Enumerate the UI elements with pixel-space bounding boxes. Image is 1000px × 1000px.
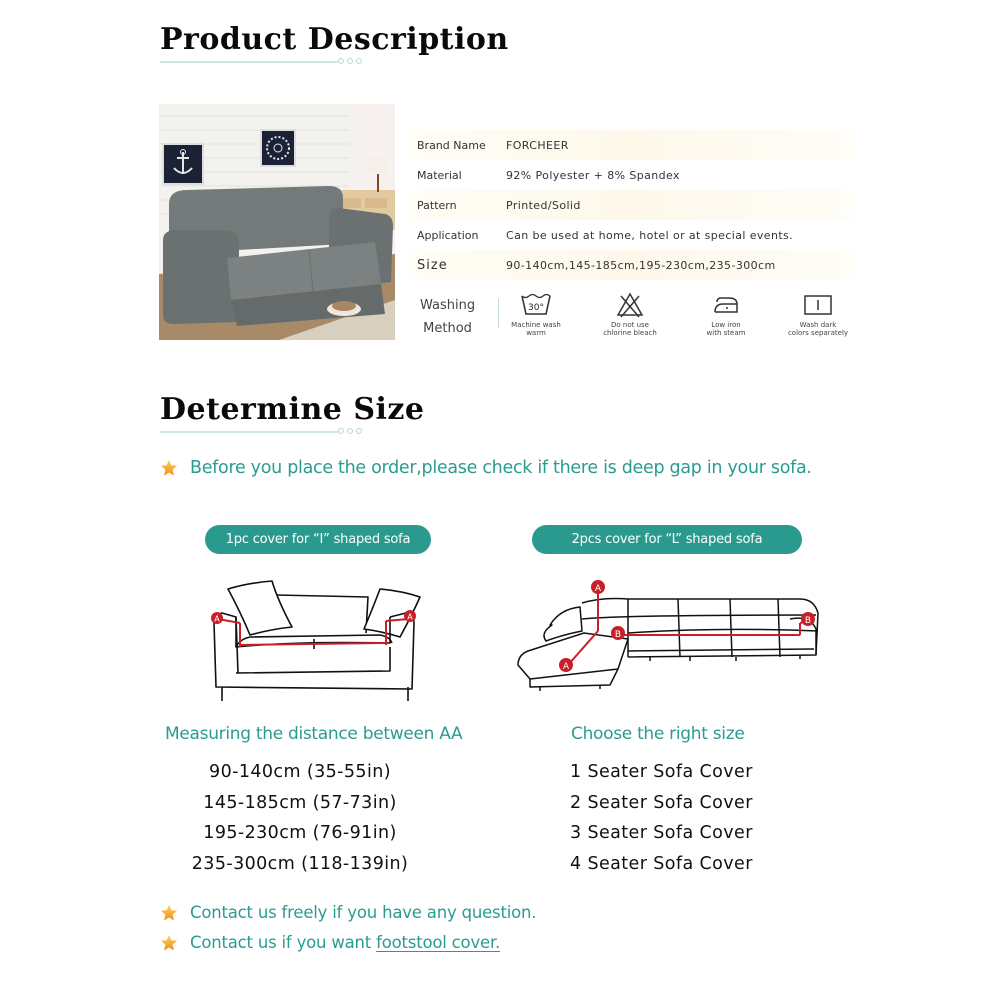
measure-size-item: 145-185cm (57-73in) [203, 792, 397, 813]
wash-item-bleach [590, 290, 670, 337]
svg-text:A: A [562, 662, 570, 672]
marker-b-right [801, 612, 815, 626]
caption-line: chlorine bleach [603, 329, 657, 337]
caption-line: Do not use [611, 321, 649, 329]
choose-size-item: 3 Seater Sofa Cover [570, 823, 753, 843]
caption-line: Low iron [711, 321, 741, 329]
wash-caption [778, 321, 858, 337]
choose-title: Choose the right size [571, 724, 745, 744]
measure-size-item: 90-140cm (35-55in) [209, 762, 391, 782]
low-iron-icon [711, 290, 741, 320]
washing-method [410, 290, 860, 346]
spec-label: Size [417, 257, 448, 273]
star-icon [160, 934, 178, 952]
i-shape-sofa-diagram [200, 575, 430, 705]
svg-text:A: A [214, 614, 220, 624]
choose-size-item: 1 Seater Sofa Cover [570, 762, 753, 782]
spec-label: Application [417, 228, 479, 242]
choose-size-item: 4 Seater Sofa Cover [570, 853, 753, 874]
svg-text:A: A [407, 612, 413, 622]
caption-line: Wash dark [799, 321, 837, 329]
marker-a-bottom [559, 658, 573, 672]
spec-value: FORCHEER [506, 138, 569, 152]
marker-b-left [611, 626, 625, 640]
wash-item-separate [778, 290, 858, 337]
spec-value: 92% Polyester + 8% Spandex [506, 168, 680, 182]
no-bleach-icon [615, 290, 645, 320]
footstool-cover-link[interactable]: footstool cover. [376, 933, 501, 952]
wash-caption [590, 321, 670, 337]
svg-text:B: B [804, 616, 812, 626]
sofa-photo-illustration [159, 104, 395, 340]
l-shape-sofa-diagram [510, 575, 820, 695]
washing-method-label [420, 294, 475, 340]
caption-line: Machine wash [511, 321, 561, 329]
spec-row-application [410, 220, 854, 250]
marker-a-left [211, 612, 223, 624]
choose-size-list [570, 757, 753, 879]
heading-underline [160, 428, 370, 436]
svg-text:B: B [614, 630, 622, 640]
marker-a-top [591, 580, 605, 594]
svg-text:A: A [594, 584, 602, 594]
determine-size-heading: Determine Size [160, 392, 425, 427]
caption-line: colors separately [787, 329, 849, 337]
contact-note-footstool [160, 933, 500, 952]
machine-wash-30-icon [516, 290, 556, 320]
measure-size-list [160, 757, 440, 879]
spec-row-pattern [410, 190, 854, 220]
spec-label: Brand Name [417, 138, 486, 152]
wash-separately-icon [802, 290, 834, 320]
product-photo [159, 104, 395, 340]
measure-size-item: 235-300cm (118-139in) [191, 853, 409, 874]
gap-notice [160, 458, 812, 478]
svg-text:30°: 30° [528, 303, 544, 313]
spec-value: Printed/Solid [506, 198, 581, 212]
measure-title: Measuring the distance between AA [165, 724, 463, 744]
spec-value: Can be used at home, hotel or at special events. [506, 228, 794, 242]
spec-table [410, 130, 854, 280]
wash-item-machine [496, 290, 576, 337]
contact-text [190, 933, 500, 952]
spec-label: Material [417, 168, 462, 182]
star-icon [160, 459, 178, 477]
spec-row-size [410, 250, 854, 280]
star-icon [160, 904, 178, 922]
contact-note-question [160, 903, 536, 922]
wash-caption [496, 321, 576, 337]
contact-prefix: Contact us if you want [190, 933, 377, 952]
notice-text: Before you place the order,please check if there is deep gap in your sofa. [190, 458, 812, 478]
caption-line: with steam [706, 329, 746, 337]
spec-row-brand [410, 130, 854, 160]
marker-a-right [404, 610, 416, 622]
contact-text: Contact us freely if you have any question. [190, 903, 537, 922]
caption-line: warm [526, 329, 546, 337]
heading-underline [160, 58, 370, 66]
measure-size-item: 195-230cm (76-91in) [203, 823, 397, 843]
l-shape-pill: 2pcs cover for “L” shaped sofa [532, 525, 802, 554]
wash-item-iron [686, 290, 766, 337]
washing-label-line1: Washing [420, 298, 476, 313]
spec-value: 90-140cm,145-185cm,195-230cm,235-300cm [506, 258, 776, 272]
spec-label: Pattern [417, 198, 457, 212]
choose-size-item: 2 Seater Sofa Cover [570, 792, 753, 813]
product-description-heading: Product Description [160, 22, 509, 57]
washing-label-line2: Method [423, 321, 472, 336]
i-shape-pill: 1pc cover for “I” shaped sofa [205, 525, 431, 554]
wash-caption [686, 321, 766, 337]
spec-row-material [410, 160, 854, 190]
